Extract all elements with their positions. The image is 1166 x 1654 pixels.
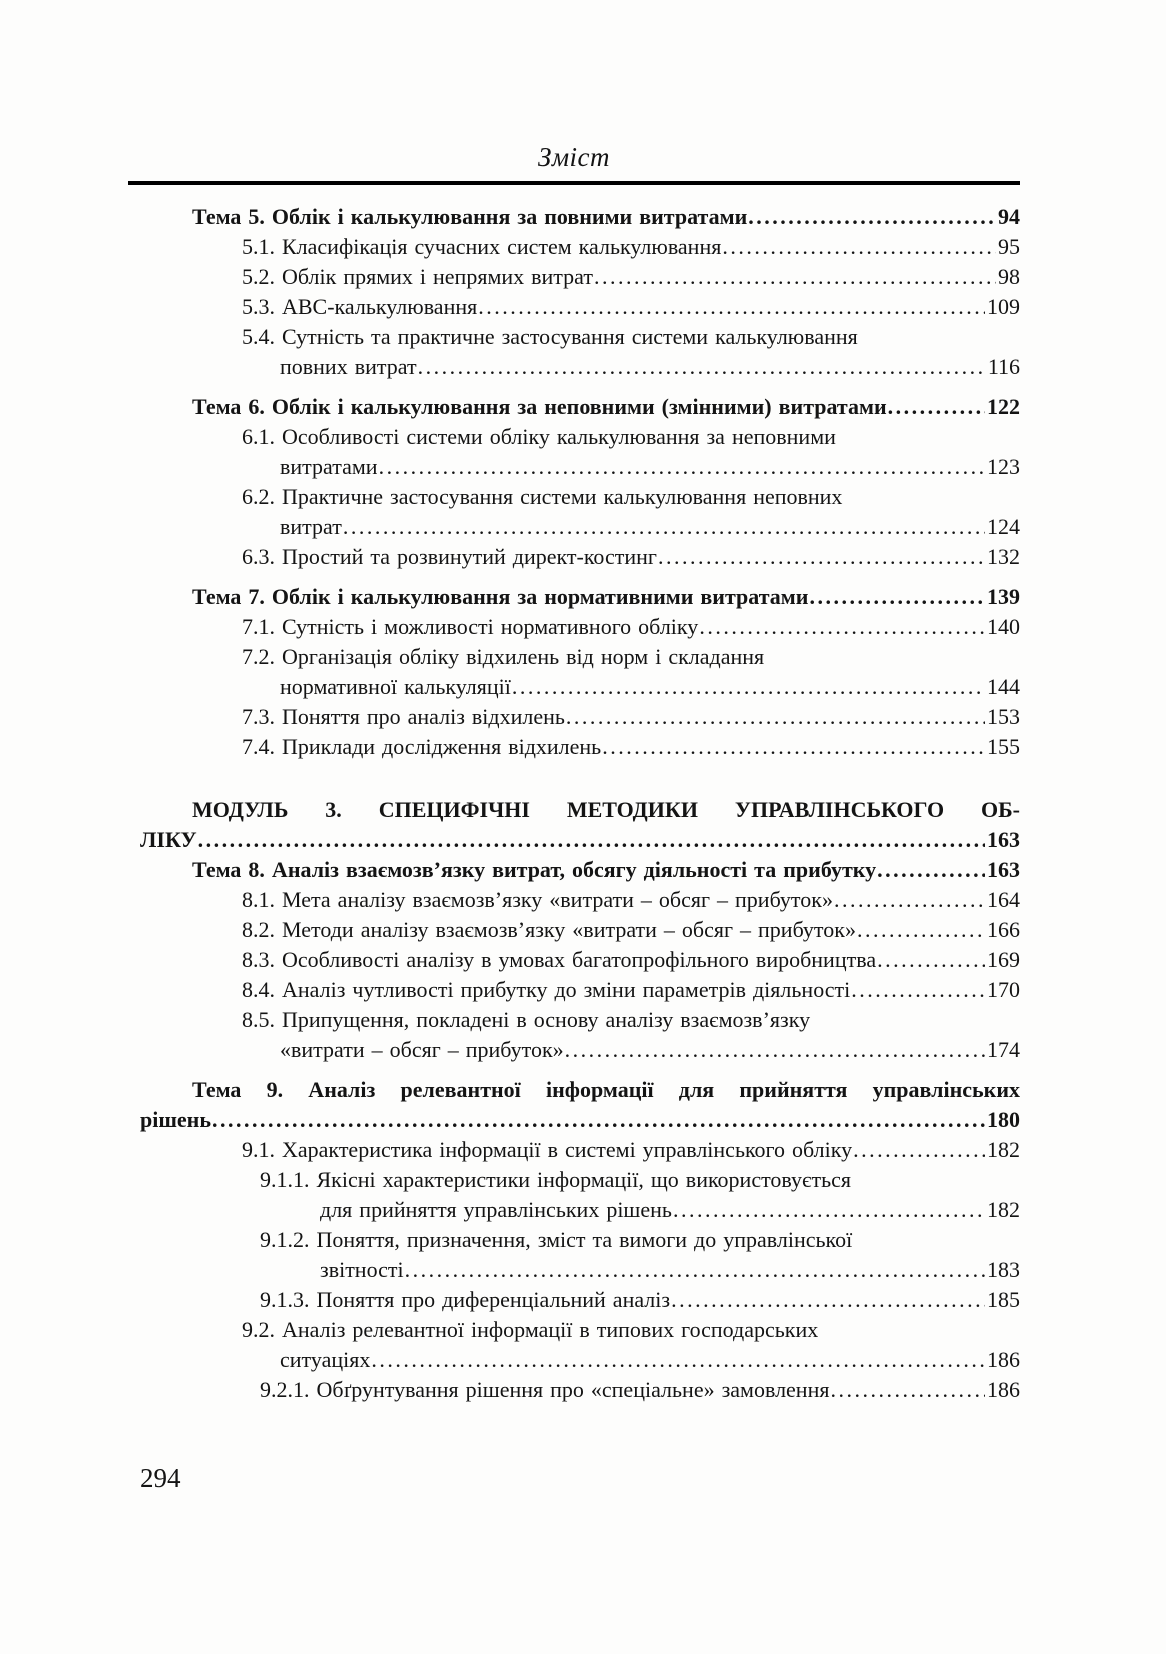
toc-leader-dots (512, 672, 985, 702)
toc-entry (140, 232, 1020, 262)
toc-page-number: 185 (987, 1287, 1020, 1312)
toc-entry-last-line (140, 885, 1020, 915)
toc-entry-text: 6.3. Простий та розвинутий директ-костинг (242, 544, 657, 569)
toc-entry-first-line (140, 795, 1020, 825)
toc-entry-last-line (140, 512, 1020, 542)
toc-entry-last-line (140, 732, 1020, 762)
toc-entry-last-line (140, 1345, 1020, 1375)
toc-leader-dots (478, 292, 985, 322)
toc-entry (140, 202, 1020, 232)
header-rule (128, 181, 1020, 185)
toc-leader-dots (834, 885, 985, 915)
toc-page-number: 180 (987, 1107, 1020, 1132)
toc-entry-last-line (140, 1285, 1020, 1315)
toc-page-number: 164 (987, 887, 1020, 912)
toc-entry-text: Тема 9. Аналіз релевантної інформації для прийняття управлінських (192, 1077, 1020, 1102)
page-header-title: Зміст (537, 142, 611, 172)
toc-leader-dots (405, 1255, 985, 1285)
toc-page-number: 109 (987, 294, 1020, 319)
toc-entry-text: ситуаціях (280, 1347, 371, 1372)
toc-page-number: 163 (987, 857, 1020, 882)
toc-entry-last-line (140, 855, 1020, 885)
toc-entry (140, 975, 1020, 1005)
toc-entry-last-line (140, 1135, 1020, 1165)
toc-entry-last-line (140, 1255, 1020, 1285)
toc-leader-dots (853, 1135, 985, 1165)
toc-entry-last-line (140, 915, 1020, 945)
toc-entry (140, 582, 1020, 612)
toc-page-number: 174 (987, 1037, 1020, 1062)
toc-entry-last-line (140, 542, 1020, 572)
toc-entry-first-line (140, 1005, 1020, 1035)
toc-entry (140, 1165, 1020, 1225)
toc-entry (140, 1005, 1020, 1065)
toc-leader-dots (877, 945, 985, 975)
toc-page-number: 155 (987, 734, 1020, 759)
toc-entry (140, 542, 1020, 572)
toc-entry (140, 1135, 1020, 1165)
toc-page-number: 132 (987, 544, 1020, 569)
toc-leader-dots (602, 732, 985, 762)
toc-page-number: 182 (987, 1137, 1020, 1162)
toc-entry-text: Тема 6. Облік і калькулювання за неповними (змінними) витратами (192, 394, 887, 419)
toc-entry (140, 642, 1020, 702)
toc-page-number: 166 (987, 917, 1020, 942)
toc-entry-last-line (140, 292, 1020, 322)
toc-entry-first-line (140, 1225, 1020, 1255)
toc-page-number: 144 (987, 674, 1020, 699)
toc-entry (140, 322, 1020, 382)
toc-entry-text: 9.1.3. Поняття про диференціальний аналіз (260, 1287, 671, 1312)
toc-entry-text: 7.2. Організація обліку відхилень від норм і складання (242, 644, 765, 669)
toc-entry-first-line (140, 482, 1020, 512)
toc-entry-text: нормативної калькуляції (280, 674, 511, 699)
toc-leader-dots (699, 612, 985, 642)
toc-leader-dots (379, 452, 985, 482)
toc-entry-last-line (140, 232, 1020, 262)
toc-entry-last-line (140, 1105, 1020, 1135)
toc-entry-first-line (140, 1075, 1020, 1105)
toc-entry-last-line (140, 672, 1020, 702)
toc-entry-last-line (140, 262, 1020, 292)
toc-page-number: 122 (987, 394, 1020, 419)
toc-page-number: 139 (987, 584, 1020, 609)
toc-entry-text: 8.4. Аналіз чутливості прибутку до зміни параметрів діяльності (242, 977, 851, 1002)
toc-entry-text: Тема 8. Аналіз взаємозв’язку витрат, обсягу діяльності та прибутку (192, 857, 877, 882)
toc-entry-last-line (140, 945, 1020, 975)
toc-leader-dots (888, 392, 985, 422)
toc-page-number: 163 (987, 827, 1020, 852)
toc-leader-dots (857, 915, 985, 945)
toc-entry-last-line (140, 825, 1020, 855)
toc-entry (140, 612, 1020, 642)
toc-entry-first-line (140, 642, 1020, 672)
toc-entry (140, 732, 1020, 762)
toc-leader-dots (673, 1195, 985, 1225)
toc-leader-dots (830, 1375, 985, 1405)
toc-entry-last-line (140, 452, 1020, 482)
toc-entry (140, 885, 1020, 915)
toc-page-number: 153 (987, 704, 1020, 729)
toc-entry-text: 5.1. Класифікація сучасних систем калькулювання (242, 234, 722, 259)
toc-entry-text: 8.5. Припущення, покладені в основу аналізу взаємозв’язку (242, 1007, 811, 1032)
toc-entry-text: 9.1.2. Поняття, призначення, зміст та вимоги до управлінської (260, 1227, 853, 1252)
toc-entry (140, 1375, 1020, 1405)
toc-entry-last-line (140, 582, 1020, 612)
toc-page-number: 124 (987, 514, 1020, 539)
toc-entry-text: 7.4. Приклади дослідження відхилень (242, 734, 602, 759)
toc-page-number: 123 (987, 454, 1020, 479)
toc-page-number: 186 (987, 1377, 1020, 1402)
toc-leader-dots (671, 1285, 985, 1315)
toc-page-number: 183 (987, 1257, 1020, 1282)
toc-entry-text: повних витрат (280, 354, 417, 379)
toc-entry (140, 292, 1020, 322)
toc-entry-text: витрат (280, 514, 342, 539)
toc-page-number: 182 (987, 1197, 1020, 1222)
toc-entry-text: для прийняття управлінських рішень (320, 1197, 672, 1222)
toc-leader-dots (748, 202, 996, 232)
toc-leader-dots (722, 232, 996, 262)
toc-entry-text: Тема 5. Облік і калькулювання за повними витратами (192, 204, 748, 229)
toc-page-number: 98 (998, 264, 1020, 289)
toc-entry (140, 945, 1020, 975)
toc-leader-dots (809, 582, 985, 612)
toc-entry (140, 915, 1020, 945)
toc-entry (140, 1225, 1020, 1285)
toc-entry-text: 9.1. Характеристика інформації в системі управлінського обліку (242, 1137, 853, 1162)
toc-leader-dots (658, 542, 985, 572)
toc-leader-dots (851, 975, 985, 1005)
toc-entry-last-line (140, 612, 1020, 642)
toc-entry (140, 482, 1020, 542)
toc-leader-dots (371, 1345, 985, 1375)
toc-entry-text: 6.1. Особливості системи обліку калькулювання за неповними (242, 424, 836, 449)
toc-entry-last-line (140, 352, 1020, 382)
toc-entry-last-line (140, 1035, 1020, 1065)
toc-entry-text: 5.2. Облік прямих і непрямих витрат (242, 264, 593, 289)
toc-entry (140, 1315, 1020, 1375)
toc-entry-text: 7.1. Сутність і можливості нормативного обліку (242, 614, 699, 639)
toc-entry-text: 6.2. Практичне застосування системи калькулювання неповних (242, 484, 843, 509)
toc-entry-last-line (140, 202, 1020, 232)
toc-entry-first-line (140, 1165, 1020, 1195)
footer-page-number: 294 (140, 1463, 181, 1493)
toc-entry-last-line (140, 392, 1020, 422)
toc-page-number: 169 (987, 947, 1020, 972)
toc-entry (140, 262, 1020, 292)
toc-entry-text: ЛІКУ (140, 827, 197, 852)
toc-entry-text: 8.2. Методи аналізу взаємозв’язку «витрати – обсяг – прибуток» (242, 917, 856, 942)
toc-leader-dots (343, 512, 985, 542)
toc-entry-text: Тема 7. Облік і калькулювання за нормативними витратами (192, 584, 809, 609)
toc-entry-text: 9.1.1. Якісні характеристики інформації, що використовується (260, 1167, 852, 1192)
toc-leader-dots (566, 702, 985, 732)
toc-entry (140, 855, 1020, 885)
toc-entry (140, 1285, 1020, 1315)
toc-entry-last-line (140, 702, 1020, 732)
toc-entry (140, 702, 1020, 732)
toc-page-number: 95 (998, 234, 1020, 259)
toc-leader-dots (212, 1105, 985, 1135)
toc-entry-text: 9.2.1. Обґрунтування рішення про «спеціальне» замовлення (260, 1377, 830, 1402)
toc-page-number: 116 (987, 354, 1020, 379)
toc-entry-last-line (140, 975, 1020, 1005)
toc-entry-text: МОДУЛЬ 3. СПЕЦИФІЧНІ МЕТОДИКИ УПРАВЛІНСЬКОГО ОБ- (192, 797, 1020, 822)
toc-entry-text: «витрати – обсяг – прибуток» (280, 1037, 564, 1062)
toc-entry (140, 392, 1020, 422)
toc-entry-text: 8.3. Особливості аналізу в умовах багатопрофільного виробництва (242, 947, 877, 972)
toc-entry-first-line (140, 1315, 1020, 1345)
toc-entry-text: 9.2. Аналіз релевантної інформації в типових господарських (242, 1317, 819, 1342)
toc-entry-text: витратами (280, 454, 378, 479)
toc-leader-dots (418, 352, 986, 382)
toc-entry-first-line (140, 422, 1020, 452)
toc-page-number: 170 (987, 977, 1020, 1002)
toc-entry (140, 1075, 1020, 1135)
toc-entry-text: звітності (320, 1257, 404, 1282)
toc-entry-text: 8.1. Мета аналізу взаємозв’язку «витрати – обсяг – прибуток» (242, 887, 833, 912)
toc-entry (140, 795, 1020, 855)
toc-leader-dots (565, 1035, 985, 1065)
toc-entry (140, 422, 1020, 482)
toc-entry-last-line (140, 1375, 1020, 1405)
toc-leader-dots (198, 825, 985, 855)
toc-list (140, 202, 1020, 1405)
toc-entry-text: 7.3. Поняття про аналіз відхилень (242, 704, 565, 729)
toc-entry-text: рішень (140, 1107, 211, 1132)
toc-entry-text: 5.4. Сутність та практичне застосування системи калькулювання (242, 324, 858, 349)
toc-page-number: 186 (987, 1347, 1020, 1372)
toc-page-number: 94 (998, 204, 1020, 229)
toc-entry-first-line (140, 322, 1020, 352)
toc-entry-text: 5.3. АВС-калькулювання (242, 294, 478, 319)
toc-leader-dots (594, 262, 996, 292)
toc-leader-dots (877, 855, 985, 885)
toc-page-number: 140 (987, 614, 1020, 639)
toc-entry-last-line (140, 1195, 1020, 1225)
